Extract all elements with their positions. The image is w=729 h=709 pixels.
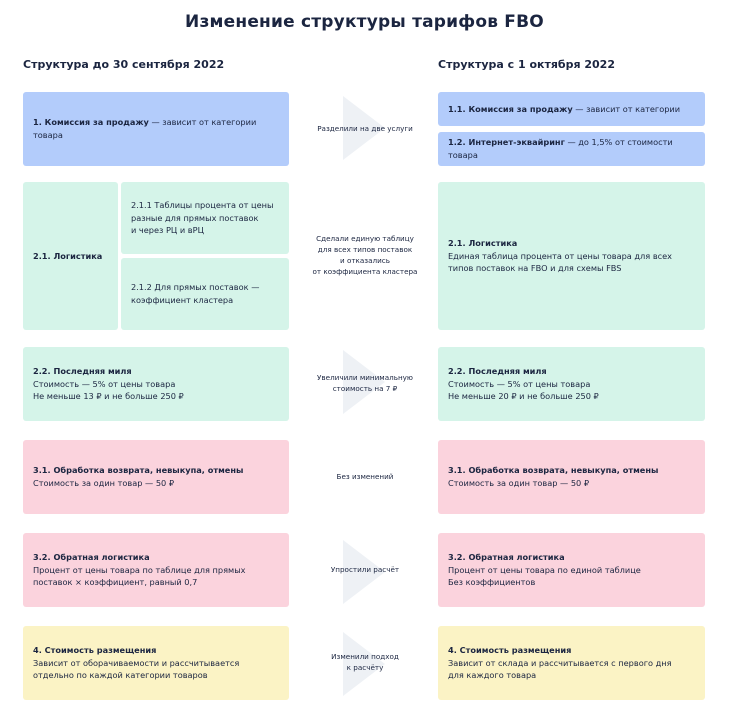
middle-last-mile-line-1: Увеличили минимальную — [317, 373, 413, 383]
left-logistics-sub-1-line-2: разные для прямых поставок — [131, 212, 259, 223]
left-logistics-sub-1 — [121, 182, 289, 254]
middle-logistics-line-4: от коэффициента кластера — [312, 266, 418, 276]
right-acquiring-title: 1.2. Интернет-эквайринг — [448, 137, 565, 148]
right-returns-title: 3.1. Обработка возврата, невыкупа, отмены — [448, 465, 659, 476]
middle-logistics-line-2: для всех типов поставок — [317, 245, 413, 255]
middle-logistics-note — [290, 182, 440, 330]
right-reverse-box — [438, 533, 705, 607]
left-reverse-box — [23, 533, 289, 607]
left-last-mile-title: 2.2. Последняя миля — [33, 365, 132, 376]
right-column-header: Структура с 1 октября 2022 — [438, 58, 615, 71]
left-reverse-line-1: Процент от цены товара по таблице для прямых — [33, 564, 246, 575]
left-last-mile-box — [23, 347, 289, 421]
right-commission-title: 1.1. Комиссия за продажу — [448, 103, 573, 114]
middle-last-mile-note — [290, 347, 440, 421]
middle-last-mile-line-2: стоимость на 7 ₽ — [332, 384, 398, 393]
left-storage-line-1: Зависит от оборачиваемости и рассчитывается — [33, 657, 240, 668]
left-last-mile-line-2: Не меньше 13 ₽ и не больше 250 ₽ — [33, 391, 184, 402]
left-storage-line-2: отдельно по каждой категории товаров — [33, 670, 208, 681]
right-logistics-title: 2.1. Логистика — [448, 237, 518, 248]
right-last-mile-box — [438, 347, 705, 421]
right-last-mile-line-2: Не меньше 20 ₽ и не больше 250 ₽ — [448, 391, 599, 402]
left-logistics-sub-2-line-2: коэффициент кластера — [131, 295, 234, 305]
left-logistics-sub-1-line-1: 2.1.1 Таблицы процента от цены — [131, 199, 274, 210]
left-logistics-title: 2.1. Логистика — [33, 250, 103, 261]
middle-storage-note — [290, 626, 440, 700]
right-acquiring-box — [438, 132, 705, 166]
left-logistics-sub-2 — [121, 258, 289, 330]
left-column-header: Структура до 30 сентября 2022 — [23, 58, 225, 71]
left-returns-box — [23, 440, 289, 514]
left-logistics-sub-2-line-1: 2.1.2 Для прямых поставок — — [131, 282, 260, 293]
right-storage-line-2: для каждого товара — [448, 670, 537, 681]
middle-reverse-text: Упростили расчёт — [330, 564, 400, 574]
middle-storage-line-1: Изменили подход — [331, 652, 399, 662]
right-returns-box — [438, 440, 705, 514]
left-logistics-box — [23, 182, 118, 330]
right-last-mile-title: 2.2. Последняя миля — [448, 365, 547, 376]
right-last-mile-line-1: Стоимость — 5% от цены товара — [448, 378, 591, 389]
right-logistics-box — [438, 182, 705, 330]
middle-returns-text: Без изменений — [336, 471, 394, 481]
middle-storage-line-2: к расчёту — [346, 663, 384, 672]
middle-returns-note — [290, 440, 440, 514]
middle-logistics-line-1: Сделали единую таблицу — [316, 234, 414, 244]
left-returns-line-1: Стоимость за один товар — 50 ₽ — [33, 478, 175, 488]
left-commission-box — [23, 92, 289, 166]
right-logistics-line-2: типов поставок на FBO и для схемы FBS — [448, 263, 622, 274]
right-commission-text: — зависит от категории — [572, 103, 681, 114]
right-reverse-title: 3.2. Обратная логистика — [448, 551, 565, 562]
middle-commission-text: Разделили на две услуги — [317, 123, 413, 133]
left-reverse-title: 3.2. Обратная логистика — [33, 551, 150, 562]
right-reverse-line-1: Процент от цены товара по единой таблице — [448, 564, 641, 575]
left-returns-title: 3.1. Обработка возврата, невыкупа, отмены — [33, 465, 244, 476]
left-reverse-line-2: поставок × коэффициент, равный 0,7 — [33, 577, 198, 588]
right-logistics-line-1: Единая таблица процента от цены товара для всех — [448, 250, 673, 261]
left-commission-title: 1. Комиссия за продажу — [33, 117, 149, 128]
right-storage-box — [438, 626, 705, 700]
diagram-title: Изменение структуры тарифов FBO — [185, 12, 544, 32]
right-acquiring-text: — до 1,5% от стоимости товара — [448, 137, 673, 160]
right-storage-line-1: Зависит от склада и рассчитывается с первого дня — [448, 657, 672, 668]
left-storage-title: 4. Стоимость размещения — [33, 644, 157, 655]
middle-commission-note — [290, 92, 440, 166]
right-returns-line-1: Стоимость за один товар — 50 ₽ — [448, 478, 590, 488]
right-commission-box — [438, 92, 705, 126]
left-commission-text: — зависит от категории товара — [33, 117, 257, 140]
left-logistics-sub-1-line-3: и через РЦ и вРЦ — [131, 225, 204, 236]
left-last-mile-line-1: Стоимость — 5% от цены товара — [33, 378, 176, 389]
left-storage-box — [23, 626, 289, 700]
right-storage-title: 4. Стоимость размещения — [448, 644, 572, 655]
middle-reverse-note — [290, 533, 440, 607]
middle-logistics-line-3: и отказались — [340, 256, 390, 265]
right-reverse-line-2: Без коэффициентов — [448, 577, 536, 588]
